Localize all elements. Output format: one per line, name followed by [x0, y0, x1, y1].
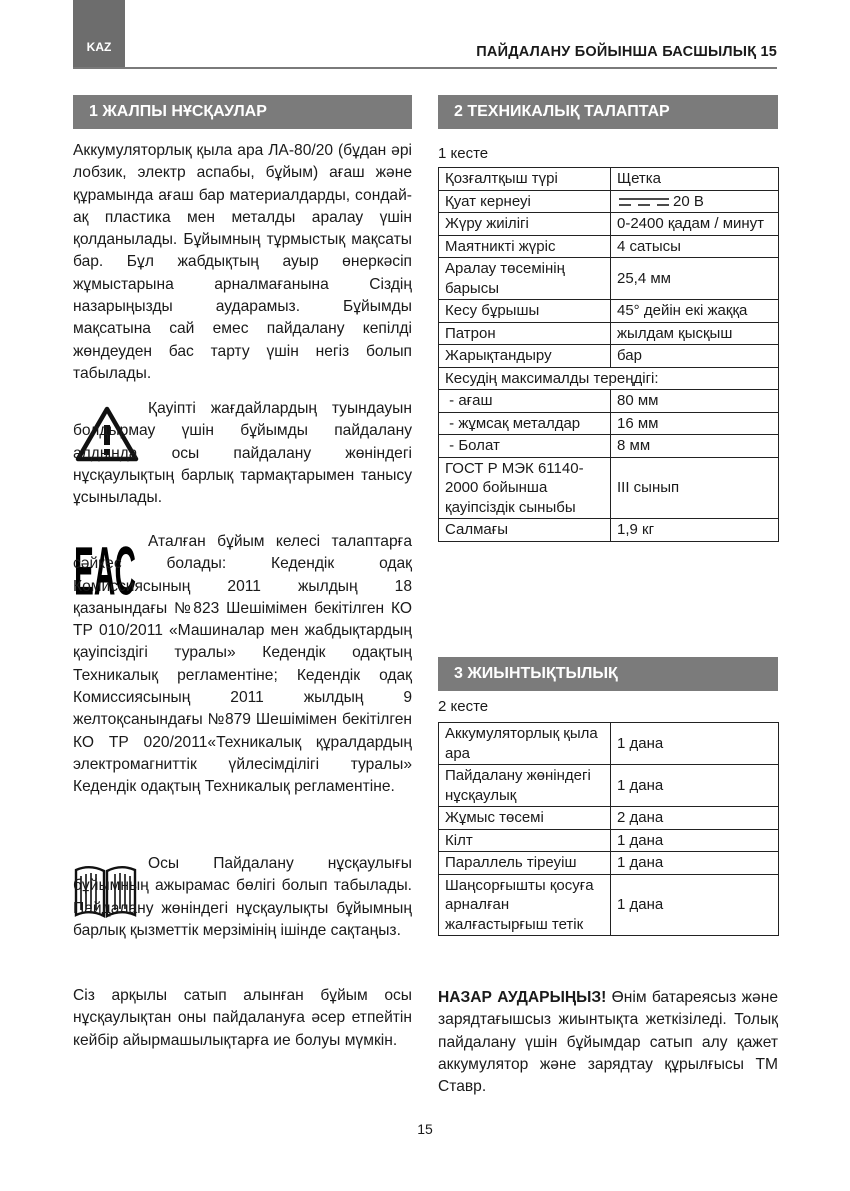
spec-label: Аралау төсемінің барысы	[439, 258, 611, 300]
spec-label: Маятникті жүріс	[439, 235, 611, 258]
attention-label: НАЗАР АУДАРЫҢЫЗ!	[438, 989, 607, 1006]
spec-value: 8 мм	[611, 435, 779, 458]
spec-label: ГОСТ Р МЭК 61140-2000 бойынша қауіпсіздік сыныбы	[439, 457, 611, 519]
kit-qty: 1 дана	[611, 874, 779, 936]
manual-paragraph: Осы Пайдалану нұсқаулығы бұйымның ажырамас бөлігі болып табылады. Пайдалану жөніндегі нұсқаулықты бұйымның барлық қызметтік мерзімінің ішінде сақтаңыз.	[73, 855, 412, 939]
table-row	[439, 300, 779, 323]
kit-qty: 1 дана	[611, 852, 779, 875]
dc-current-icon	[617, 196, 671, 208]
spec-label: Патрон	[439, 322, 611, 345]
running-header: ПАЙДАЛАНУ БОЙЫНША БАСШЫЛЫҚ 15	[476, 44, 777, 60]
table-row	[439, 322, 779, 345]
kit-contents-table	[438, 722, 779, 936]
spec-label: Салмағы	[439, 519, 611, 542]
spec-value: жылдам қысқыш	[611, 322, 779, 345]
kit-item: Шаңсорғышты қосуға арналған жалғастырғыш тетік	[439, 874, 611, 936]
table-2-caption: 2 кесте	[438, 698, 489, 715]
kit-qty: 1 дана	[611, 723, 779, 765]
intro-paragraph: Аккумуляторлық қыла ара ЛА-80/20 (бұдан әрі лобзик, электр аспабы, бұйым) ағаш және құрамында ағаш бар материалдарды, сондай-ақ пластика мен металды аралау үшін қолданылады. Бұйымның тұрмыстық мақсаты бар. Бұл жабдықтың ауыр өнеркәсіп жұмыстарына арналмағанына Сіздің назарыңызды аударамыз. Бұйымды мақсатына сай емес пайдалану кепілді жөндеуден бас тарту үшін негіз болып табылады.	[73, 142, 412, 382]
kit-qty: 2 дана	[611, 807, 779, 830]
differences-paragraph: Сіз арқылы сатып алынған бұйым осы нұсқаулықтан оны пайдалануға әсер етпейтін кейбір айырмашылықтарға ие болуы мүмкін.	[73, 987, 412, 1049]
spec-value: 25,4 мм	[611, 258, 779, 300]
attention-note	[438, 987, 778, 1098]
kit-qty: 1 дана	[611, 829, 779, 852]
spec-value: 0-2400 қадам / минут	[611, 213, 779, 236]
section-general-title: 1 ЖАЛПЫ НҰСҚАУЛАР	[73, 95, 412, 129]
table-row	[439, 412, 779, 435]
header-divider	[73, 67, 777, 69]
spec-label: Жарықтандыру	[439, 345, 611, 368]
section-tech-title: 2 ТЕХНИКАЛЫҚ ТАЛАПТАР	[438, 95, 778, 129]
warning-paragraph: Қауіпті жағдайлардың туындауын болдырмау үшін бұйымды пайдалану алдында осы пайдалану жөніндегі нұсқаулықтың барлық тармақтарымен танысу ұсынылады.	[73, 400, 412, 507]
spec-value: 16 мм	[611, 412, 779, 435]
spec-label: - жұмсақ металдар	[439, 412, 611, 435]
spec-value: 1,9 кг	[611, 519, 779, 542]
table-row	[439, 345, 779, 368]
table-row	[439, 874, 779, 936]
table-row	[439, 235, 779, 258]
eac-mark-text: ЕАС	[73, 533, 136, 605]
spec-label: - Болат	[439, 435, 611, 458]
table-row	[439, 807, 779, 830]
spec-value-cell	[611, 190, 779, 213]
kit-item: Аккумуляторлық қыла ара	[439, 723, 611, 765]
language-tab: KAZ	[73, 0, 125, 68]
table-row	[439, 435, 779, 458]
table-row	[439, 190, 779, 213]
table-row	[439, 258, 779, 300]
spec-label: Қуат кернеуі	[439, 190, 611, 213]
table-1-caption: 1 кесте	[438, 145, 489, 162]
table-row	[439, 765, 779, 807]
kit-item: Жұмыс төсемі	[439, 807, 611, 830]
table-row	[439, 519, 779, 542]
kit-item: Параллель тіреуіш	[439, 852, 611, 875]
spec-label: Жүру жиілігі	[439, 213, 611, 236]
spec-value: III сынып	[611, 457, 779, 519]
table-row	[439, 457, 779, 519]
spec-label: Кесу бұрышы	[439, 300, 611, 323]
table-row	[439, 829, 779, 852]
kit-qty: 1 дана	[611, 765, 779, 807]
spec-label: Қозғалтқыш түрі	[439, 168, 611, 191]
kit-item: Кілт	[439, 829, 611, 852]
spec-value: бар	[611, 345, 779, 368]
page-number: 15	[417, 1121, 433, 1137]
attention-text: Өнім батареясыз және зарядтағышсыз жиынтықта жеткізіледі. Толық пайдалану үшін бұйымдар сатып алу қажет аккумулятор және зарядтау құрылғысы ТМ Ставр.	[438, 989, 778, 1096]
section-kit-title: 3 ЖИЫНТЫҚТЫЛЫҚ	[438, 657, 778, 691]
spec-value: 4 сатысы	[611, 235, 779, 258]
tech-specs-table	[438, 167, 779, 542]
spec-value: 20 В	[673, 192, 704, 210]
table-row	[439, 723, 779, 765]
spec-label: - ағаш	[439, 390, 611, 413]
table-row	[439, 390, 779, 413]
spec-group-label: Кесудің максималды тереңдігі:	[439, 367, 779, 390]
table-row	[439, 852, 779, 875]
eac-paragraph: Аталған бұйым келесі талаптарға сәйкес болады: Кедендік одақ Комиссиясының 2011 жылдың 18 қазанындағы №823 Шешімімен бекітілген КО ТР 010/2011 «Машиналар мен жабдықтардың қауіпсіздігі туралы» Кедендік одақтың Техникалық регламентіне; Кедендік одақ Комиссиясының 2011 жылдың 9 желтоқсанындағы №879 Шешімімен бекітілген КО ТР 020/2011«Техникалық құралдардың электромагниттік үйлесімділігі туралы» Кедендік одақтың Техникалық регламентіне.	[73, 533, 412, 796]
kit-item: Пайдалану жөніндегі нұсқаулық	[439, 765, 611, 807]
spec-value: 45° дейін екі жаққа	[611, 300, 779, 323]
spec-value: 80 мм	[611, 390, 779, 413]
spec-value: Щетка	[611, 168, 779, 191]
table-row	[439, 168, 779, 191]
table-row	[439, 213, 779, 236]
table-row	[439, 367, 779, 390]
